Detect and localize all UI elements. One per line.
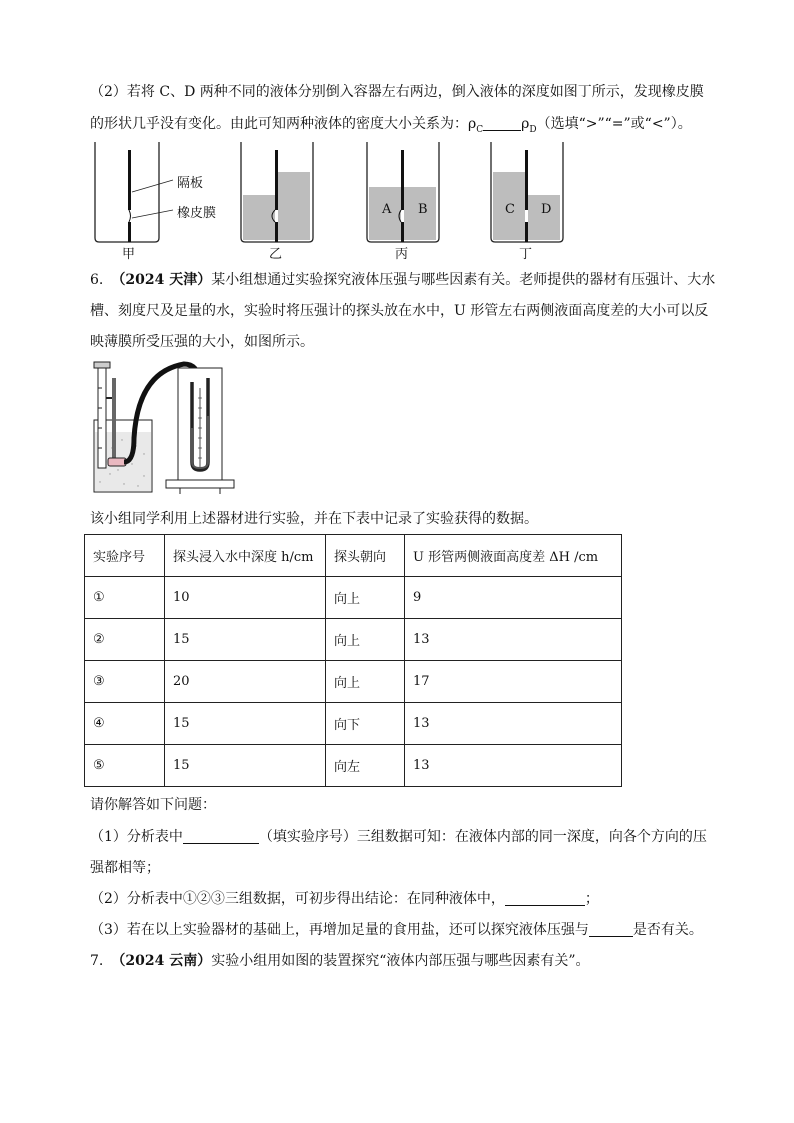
figure-jia: [95, 142, 173, 242]
cell-direction: 向上: [326, 619, 405, 661]
q6-source: （2024 天津）: [111, 272, 212, 288]
label-liquid-d: D: [541, 202, 552, 217]
cell-depth: 15: [165, 703, 326, 745]
table-row: [85, 703, 622, 745]
q6-part2-a: （2）分析表中①②③三组数据，可初步得出结论：在同种液体中，: [90, 891, 505, 907]
header-height-diff: U 形管两侧液面高度差 ΔH /cm: [405, 535, 622, 577]
container-figures: [85, 140, 585, 260]
experiment-data-table: [84, 534, 622, 787]
cell-no: ⑤: [85, 745, 165, 787]
rho-d-symbol: ρ: [521, 116, 530, 132]
q6-line1: [90, 270, 715, 290]
q7-source: （2024 云南）: [111, 953, 212, 969]
q6-part1-line1: [90, 827, 707, 847]
header-experiment-no: 实验序号: [85, 535, 165, 577]
q6-part2-b: ；: [584, 891, 599, 907]
q7-text: 实验小组用如图的装置探究“液体内部压强与哪些因素有关”。: [211, 953, 590, 969]
label-yi: 乙: [269, 247, 283, 262]
answer-blank-experiment-nos[interactable]: [183, 829, 259, 844]
figure-bing: [367, 142, 439, 242]
container-figures-svg: [85, 140, 585, 260]
cell-height-diff: 13: [405, 619, 622, 661]
table-row: [85, 619, 622, 661]
figure-yi: [241, 142, 313, 242]
q6-number: 6.: [90, 272, 104, 288]
q7-number: 7.: [90, 953, 104, 969]
cell-depth: 15: [165, 745, 326, 787]
q6-line2: 槽、刻度尺及足量的水，实验时将压强计的探头放在水中，U 形管左右两侧液面高度差的大小可以反: [90, 303, 709, 319]
table-row: [85, 745, 622, 787]
q6-part3-line: [90, 920, 703, 940]
cell-height-diff: 13: [405, 703, 622, 745]
table-header-row: [85, 535, 622, 577]
q5-part2-line2: [90, 114, 692, 140]
table-row: [85, 661, 622, 703]
label-partition: 隔板: [177, 176, 204, 191]
cell-no: ②: [85, 619, 165, 661]
label-membrane: 橡皮膜: [177, 206, 217, 221]
cell-depth: 15: [165, 619, 326, 661]
pressure-gauge-figure: [88, 358, 268, 500]
cell-height-diff: 17: [405, 661, 622, 703]
q6-part3-b: 是否有关。: [632, 922, 703, 938]
cell-depth: 20: [165, 661, 326, 703]
rho-d-subscript: D: [529, 124, 537, 135]
table-row: [85, 577, 622, 619]
q7-line: [90, 951, 590, 971]
q6-line3: 映薄膜所受压强的大小，如图所示。: [90, 334, 314, 350]
label-bing: 丙: [395, 247, 409, 262]
header-direction: 探头朝向: [326, 535, 405, 577]
q6-part2-line: [90, 889, 599, 909]
q6-part1-line2: 强都相等；: [90, 860, 160, 876]
q6-ask: 请你解答如下问题：: [90, 797, 216, 813]
cell-direction: 向左: [326, 745, 405, 787]
cell-no: ④: [85, 703, 165, 745]
q6-line1-text: 某小组想通过实验探究液体压强与哪些因素有关。老师提供的器材有压强计、大水: [211, 272, 716, 288]
cell-direction: 向上: [326, 577, 405, 619]
q5-part2-line1: （2）若将 C、D 两种不同的液体分别倒入容器左右两边，倒入液体的深度如图丁所示，发现橡皮膜: [90, 84, 704, 100]
q5-part2-line2-a: 的形状几乎没有变化。由此可知两种液体的密度大小关系为：ρ: [90, 116, 477, 132]
answer-blank-conclusion[interactable]: [505, 891, 585, 906]
cell-depth: 10: [165, 577, 326, 619]
table-intro: 该小组同学利用上述器材进行实验，并在下表中记录了实验获得的数据。: [90, 511, 538, 527]
cell-height-diff: 9: [405, 577, 622, 619]
answer-blank-density[interactable]: [483, 116, 521, 131]
cell-direction: 向下: [326, 703, 405, 745]
label-liquid-a: A: [382, 202, 392, 217]
label-ding: 丁: [519, 247, 533, 262]
answer-blank-factor[interactable]: [589, 922, 633, 937]
rho-c-subscript: C: [476, 124, 484, 135]
cell-no: ③: [85, 661, 165, 703]
cell-direction: 向上: [326, 661, 405, 703]
q5-part2-line2-b: （选填“>”“=”或“<”）。: [536, 116, 692, 132]
cell-height-diff: 13: [405, 745, 622, 787]
label-jia: 甲: [122, 247, 136, 262]
figure-ding: [491, 142, 563, 242]
cell-no: ①: [85, 577, 165, 619]
q6-part1-a: （1）分析表中: [90, 829, 183, 845]
q6-part1-b: （填实验序号）三组数据可知：在液体内部的同一深度，向各个方向的压: [258, 829, 707, 845]
header-depth: 探头浸入水中深度 h/cm: [165, 535, 326, 577]
label-liquid-b: B: [418, 202, 428, 217]
q6-part3-a: （3）若在以上实验器材的基础上，再增加足量的食用盐，还可以探究液体压强与: [90, 922, 589, 938]
label-liquid-c: C: [505, 202, 515, 217]
pressure-gauge-svg: [88, 358, 268, 500]
